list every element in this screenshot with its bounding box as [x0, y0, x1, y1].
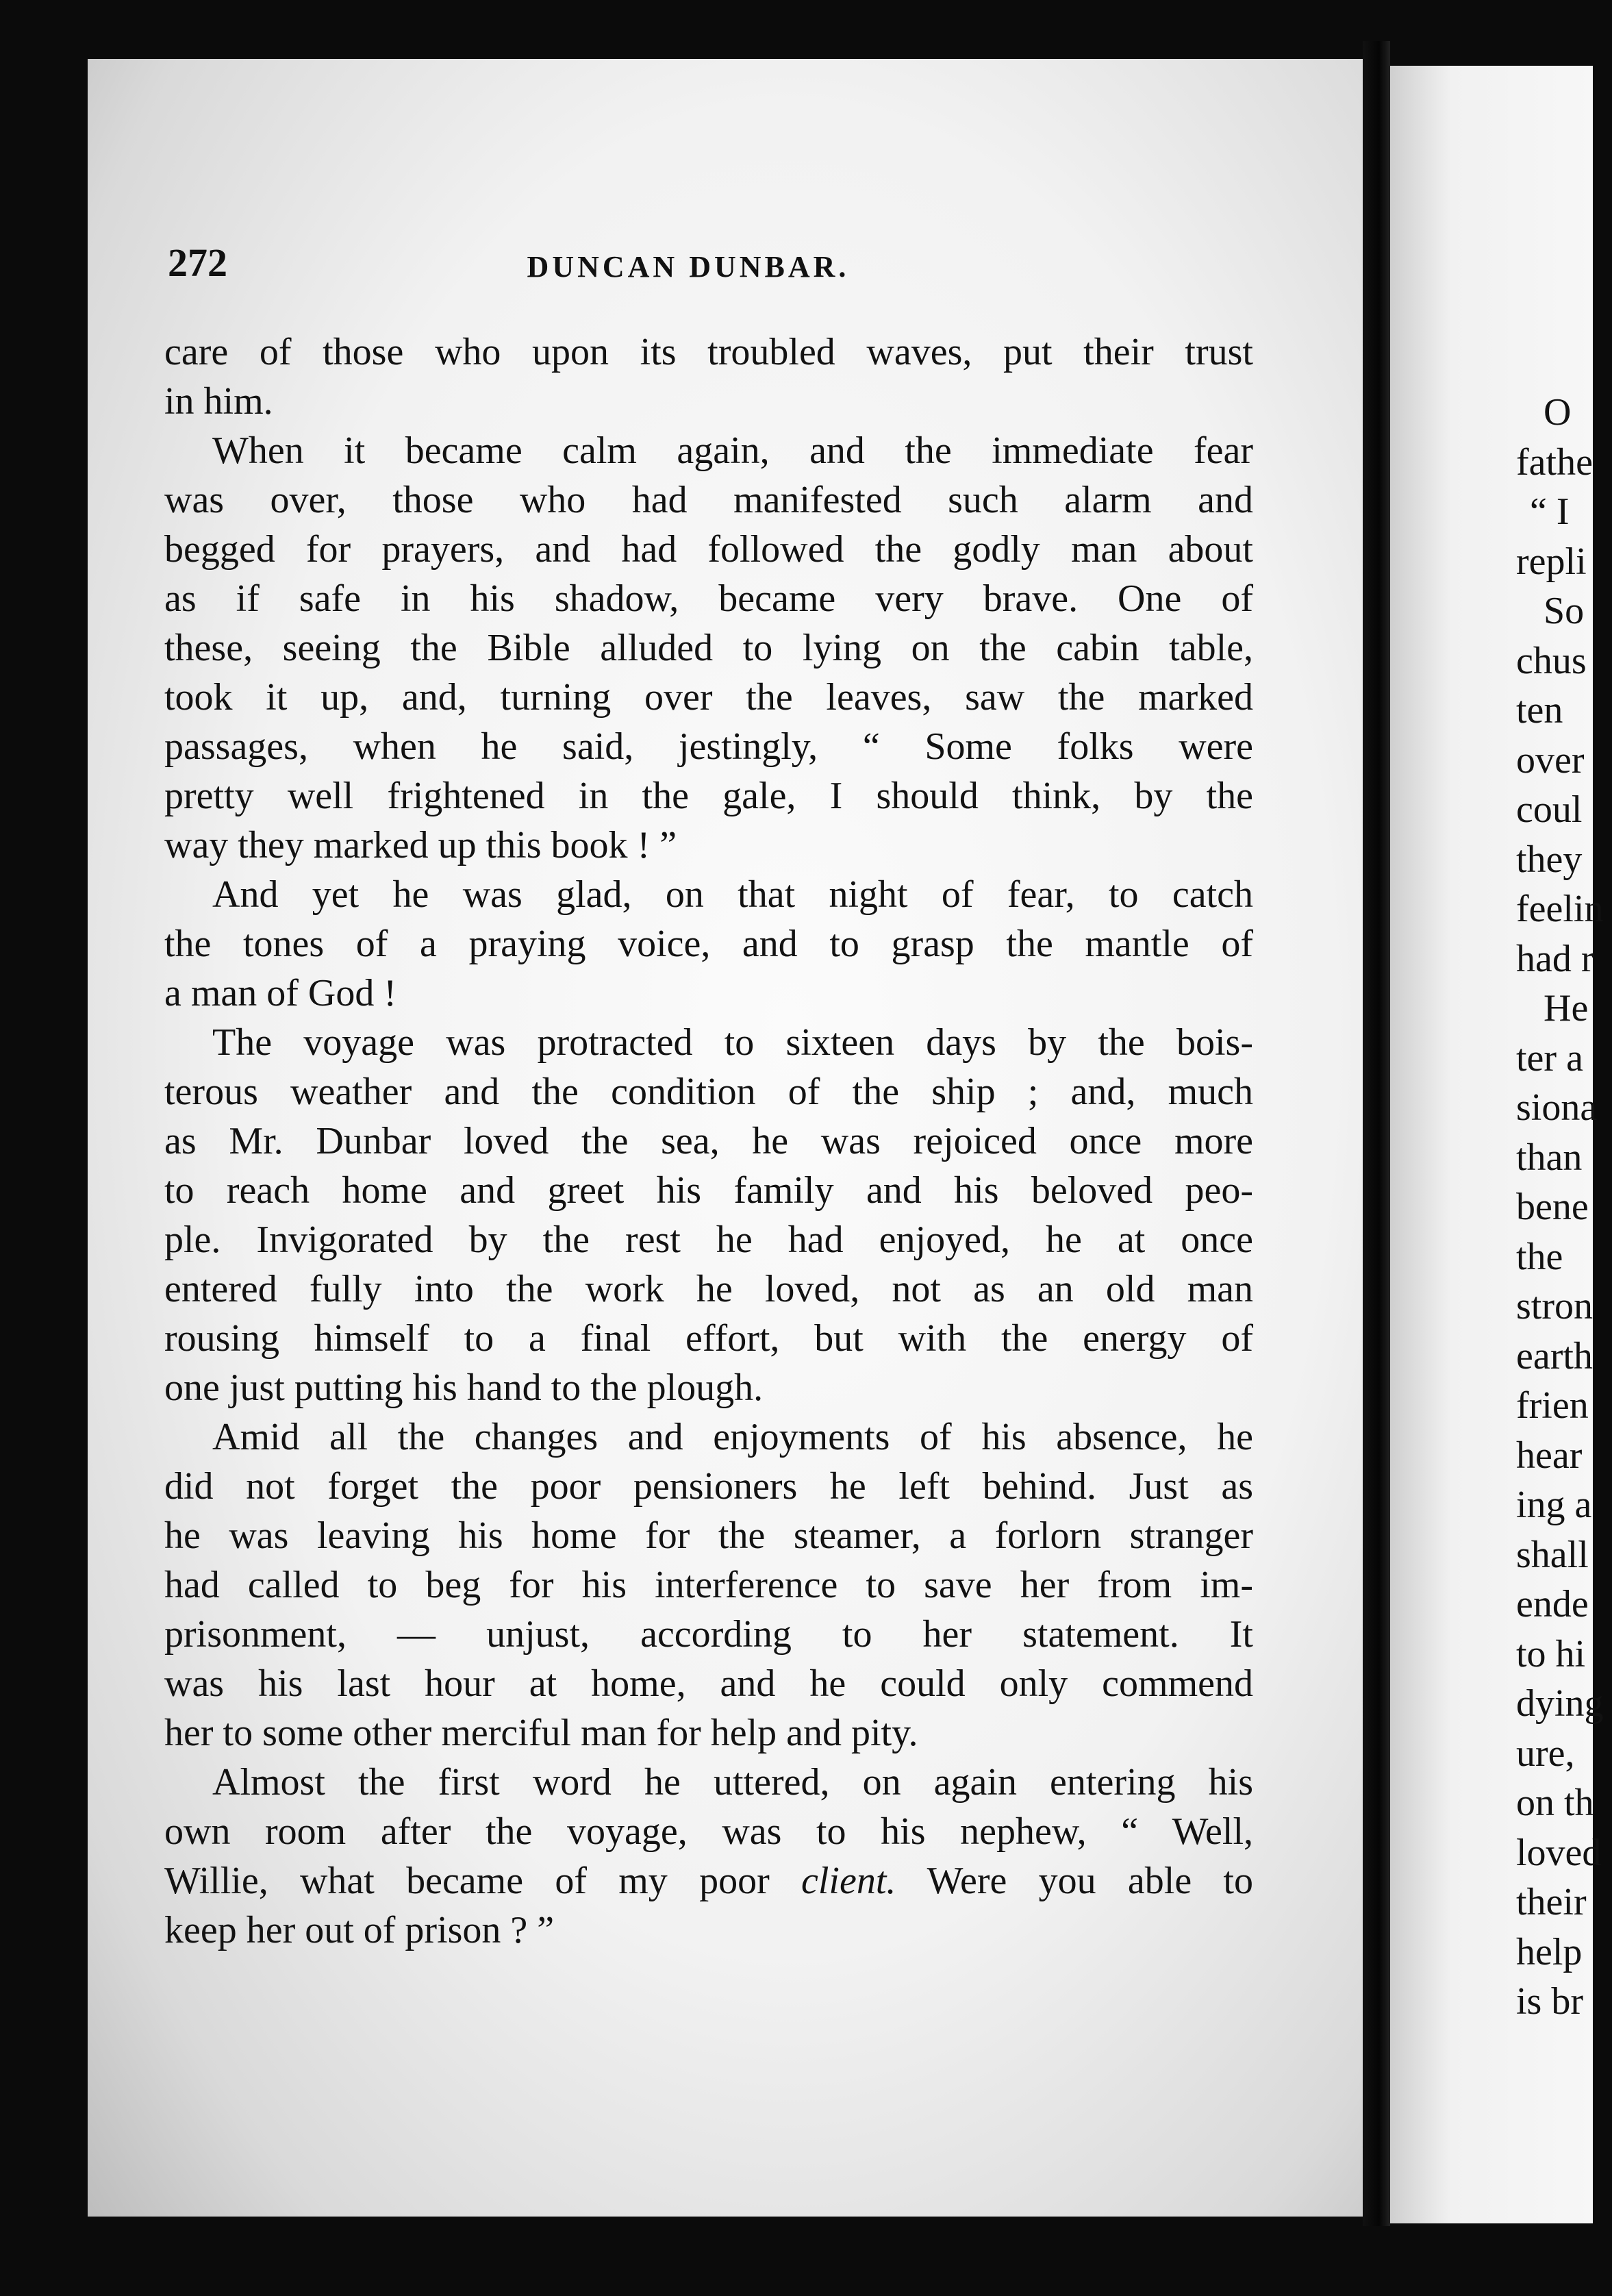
facing-line: over — [1516, 738, 1585, 782]
facing-line: coul — [1516, 788, 1583, 831]
facing-line: dying — [1516, 1682, 1604, 1725]
facing-line: loved — [1516, 1831, 1602, 1874]
text-line: The voyage was protracted to sixteen days by the bois- — [212, 1021, 1253, 1064]
facing-line: their — [1516, 1881, 1587, 1923]
facing-line: So — [1544, 590, 1585, 632]
running-head: DUNCAN DUNBAR. — [527, 250, 850, 284]
facing-line: help — [1516, 1930, 1583, 1973]
text-line: he was leaving his home for the steamer, a forlorn stranger — [164, 1514, 1253, 1557]
facing-line: ing a — [1516, 1484, 1592, 1526]
facing-line: siona — [1516, 1086, 1598, 1129]
facing-page-text — [1516, 388, 1612, 2027]
facing-line: feelin — [1516, 888, 1604, 930]
facing-line: stron — [1516, 1285, 1593, 1327]
text-line: the tones of a praying voice, and to grasp the mantle of — [164, 923, 1253, 965]
facing-line: they — [1516, 838, 1583, 881]
facing-line: O — [1544, 391, 1572, 434]
facing-line: earth — [1516, 1334, 1593, 1377]
text-line: rousing himself to a final effort, but with the energy of — [164, 1317, 1253, 1360]
page-header — [168, 240, 1250, 295]
text-line: way they marked up this book ! ” — [164, 824, 677, 866]
text-line: Amid all the changes and enjoyments of his absence, he — [212, 1416, 1253, 1458]
text-line: entered fully into the work he loved, not as an old man — [164, 1268, 1253, 1310]
text-line: Almost the first word he uttered, on again entering his — [212, 1761, 1253, 1804]
facing-line: repli — [1516, 540, 1587, 583]
text-line: When it became calm again, and the immediate fear — [212, 429, 1253, 472]
text-line: to reach home and greet his family and his beloved peo- — [164, 1169, 1253, 1212]
text-line: as Mr. Dunbar loved the sea, he was rejoiced once more — [164, 1120, 1253, 1162]
text-line: was his last hour at home, and he could only commend — [164, 1662, 1253, 1705]
facing-line: bene — [1516, 1186, 1589, 1228]
text-line: one just putting his hand to the plough. — [164, 1367, 764, 1409]
facing-line: is br — [1516, 1980, 1583, 2023]
italic-word: client. — [801, 1860, 896, 1902]
facing-line: shall — [1516, 1533, 1589, 1576]
right-page-edge — [1390, 66, 1604, 2223]
facing-line: than — [1516, 1136, 1583, 1179]
text-line: own room after the voyage, was to his nephew, “ Well, — [164, 1810, 1253, 1853]
facing-line: chus — [1516, 639, 1587, 682]
text-line: begged for prayers, and had followed the godly man about — [164, 528, 1253, 571]
facing-line: to hi — [1516, 1632, 1586, 1675]
facing-line: ter a — [1516, 1036, 1583, 1080]
text-line: terous weather and the condition of the ship ; and, much — [164, 1071, 1253, 1113]
text-line: passages, when he said, jestingly, “ Some folks were — [164, 725, 1253, 768]
text-line: And yet he was glad, on that night of fear, to catch — [212, 873, 1253, 916]
text-line: as if safe in his shadow, became very brave. One of — [164, 577, 1253, 620]
facing-line: He — [1544, 987, 1589, 1030]
facing-line: ten — [1516, 689, 1563, 732]
book-gutter — [1363, 41, 1390, 2226]
facing-line: on th — [1516, 1782, 1594, 1824]
text-line-start: Willie, what became of my poor — [164, 1860, 770, 1902]
facing-line: had r — [1516, 937, 1594, 980]
text-line: care of those who upon its troubled waves, put their trust — [164, 331, 1253, 373]
facing-line: frien — [1516, 1384, 1589, 1427]
text-line: had called to beg for his interference to save her from im- — [164, 1564, 1253, 1606]
text-line-mixed — [164, 1856, 1253, 1906]
page-number: 272 — [168, 240, 227, 285]
text-line-end: Were you able to — [927, 1860, 1253, 1902]
body-text — [164, 327, 1253, 1955]
facing-line: ende — [1516, 1583, 1589, 1625]
facing-line: the — [1516, 1235, 1563, 1278]
text-line: did not forget the poor pensioners he left behind. Just as — [164, 1465, 1253, 1508]
text-line: in him. — [164, 380, 273, 423]
text-line: her to some other merciful man for help and pity. — [164, 1712, 918, 1754]
text-line: these, seeing the Bible alluded to lying on the cabin table, — [164, 627, 1253, 669]
text-line: a man of God ! — [164, 972, 397, 1014]
facing-line: fathe — [1516, 440, 1593, 484]
text-line: keep her out of prison ? ” — [164, 1909, 555, 1951]
text-line: took it up, and, turning over the leaves, saw the marked — [164, 676, 1253, 719]
facing-line: “ I — [1530, 490, 1570, 533]
text-line: prisonment, — unjust, according to her statement. It — [164, 1613, 1253, 1656]
text-line: was over, those who had manifested such alarm and — [164, 479, 1253, 521]
facing-line: hear — [1516, 1434, 1583, 1477]
text-line: ple. Invigorated by the rest he had enjoyed, he at once — [164, 1219, 1253, 1261]
text-line: pretty well frightened in the gale, I should think, by the — [164, 775, 1253, 817]
facing-line: ure, — [1516, 1732, 1575, 1775]
